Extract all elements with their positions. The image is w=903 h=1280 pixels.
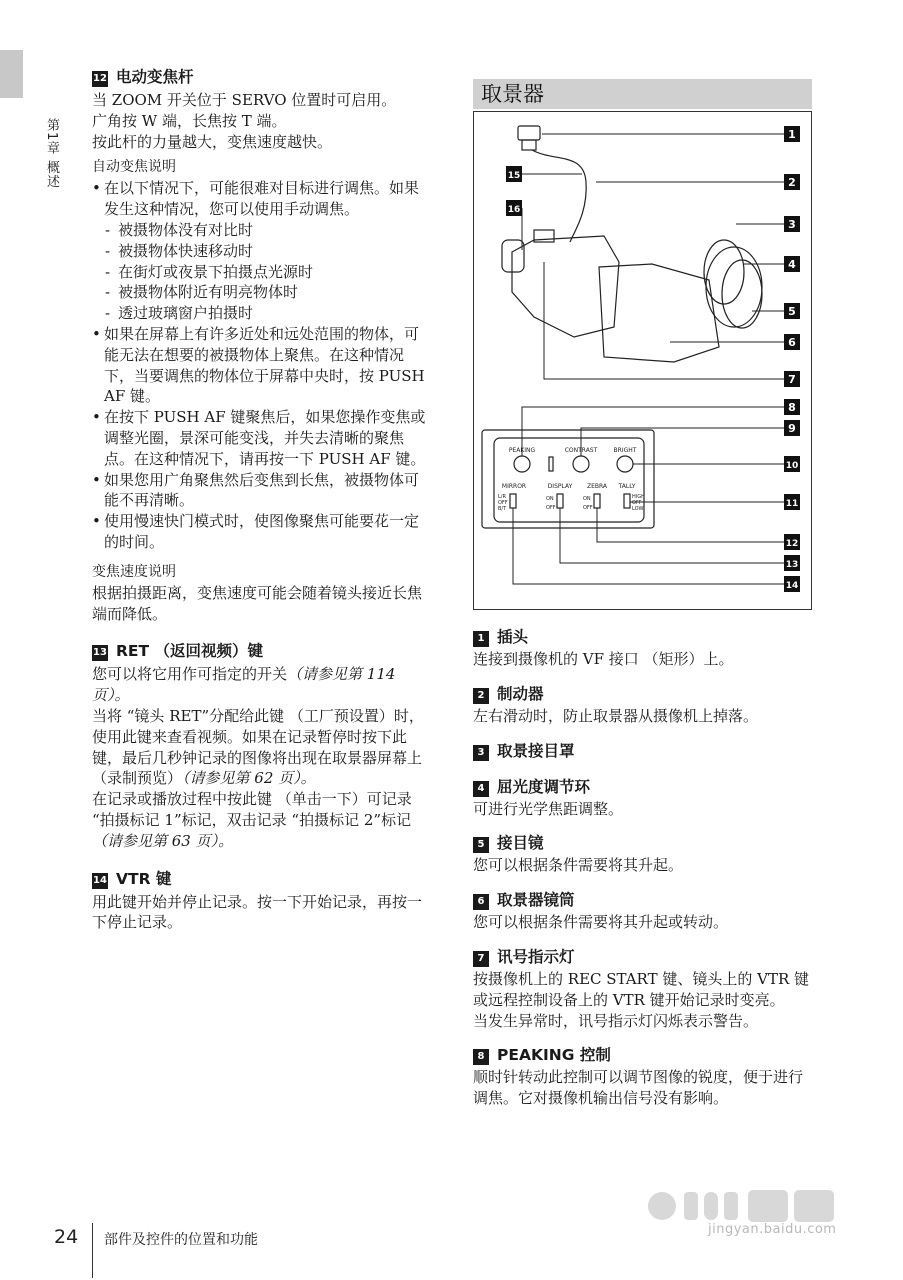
- watermark-url: jingyan.baidu.com: [708, 1222, 837, 1237]
- item-text: 顺时针转动此控制可以调节图像的锐度，便于进行调焦。它对摄像机输出信号没有影响。: [473, 1068, 804, 1108]
- left-column: [92, 64, 432, 933]
- list-item: • 在按下 PUSH AF 键聚焦后，如果您操作变焦或调整光圈，景深可能变浅，并失去清晰的聚焦点。在这种情况下，请再按一下 PUSH AF 键。: [92, 407, 432, 469]
- item-heading: 4 屈光度调节环: [473, 775, 813, 799]
- callout-3: 3: [788, 218, 796, 231]
- callout-13: 13: [785, 560, 799, 570]
- viewfinder-title: 取景器: [473, 79, 812, 109]
- item-heading: 2 制动器: [473, 682, 813, 706]
- item-heading: 7 讯号指示灯: [473, 945, 813, 969]
- item-text: 您可以根据条件需要将其升起或转动。: [473, 913, 729, 932]
- panel-zebra-label: ZEBRA: [586, 483, 608, 490]
- callout-12: 12: [785, 539, 799, 549]
- panel-on-label: ON: [546, 496, 554, 502]
- callout-7: 7: [788, 373, 796, 386]
- section-14-heading: 14 VTR 键: [93, 869, 172, 888]
- section-number: 14: [92, 873, 108, 889]
- panel-on-label: ON: [583, 496, 591, 502]
- footer-divider: [92, 1223, 93, 1278]
- cross-reference[interactable]: （请参见第 114 页）。: [92, 665, 396, 705]
- section-13-heading: 13 RET （返回视频）键: [93, 642, 263, 661]
- contrast-knob: [573, 456, 589, 472]
- leader-8: [522, 407, 784, 456]
- list-item: - 在街灯或夜景下拍摄点光源时: [104, 262, 432, 283]
- eyecup-shape: [706, 247, 762, 327]
- body-line: 当 ZOOM 开关位于 SERVO 位置时可启用。: [92, 91, 397, 109]
- cross-reference[interactable]: （请参见第 63 页）。: [92, 831, 234, 850]
- list-item: [473, 888, 813, 933]
- panel-contrast-label: CONTRAST: [564, 447, 598, 454]
- list-item: [473, 1043, 813, 1109]
- item-text: 左右滑动时，防止取景器从摄像机上掉落。: [473, 706, 759, 725]
- item-text: 可进行光学焦距调整。: [473, 799, 624, 818]
- callout-9: 9: [788, 422, 796, 435]
- display-switch: [557, 494, 563, 508]
- bright-knob: [617, 456, 633, 472]
- callout-10: 10: [785, 461, 799, 471]
- panel-lr-label: L/R: [498, 494, 506, 500]
- body-text: 您可以将它用作可指定的开关（请参见第 114 页）。: [92, 665, 396, 705]
- item-text: 当发生异常时，讯号指示灯闪烁表示警告。: [473, 1011, 759, 1030]
- item-heading: 1 插头: [473, 625, 813, 649]
- list-item: • 如果在屏幕上有许多近处和远处范围的物体，可能无法在想要的被摄物体上聚焦。在这种情况下，当要调焦的物体位于屏幕中央时，按 PUSH AF 键。: [92, 324, 432, 407]
- plug-neck: [522, 140, 536, 150]
- callout-5: 5: [788, 305, 796, 318]
- callout-6: 6: [788, 336, 796, 349]
- panel-tally-label: TALLY: [618, 483, 636, 490]
- af-notes-list: [92, 178, 432, 552]
- list-item: [473, 682, 813, 727]
- item-text: 您可以根据条件需要将其升起。: [473, 856, 684, 875]
- section-number: 13: [92, 645, 108, 661]
- mirror-switch: [510, 494, 516, 508]
- panel-off-label: OFF: [632, 500, 642, 506]
- list-item: [473, 625, 813, 670]
- callout-16: 16: [507, 205, 521, 215]
- item-heading: 6 取景器镜筒: [473, 888, 813, 912]
- list-item: • 如果您用广角聚焦然后变焦到长焦，被摄物体可能不再清晰。: [92, 470, 432, 512]
- panel-peaking-label: PEAKING: [508, 447, 536, 454]
- panel-bright-label: BRIGHT: [613, 447, 637, 454]
- list-item: - 被摄物体附近有明亮物体时: [104, 282, 432, 303]
- callout-14: 14: [785, 581, 799, 591]
- section-12-heading: 12 电动变焦杆: [93, 68, 194, 86]
- callout-8: 8: [788, 401, 796, 414]
- list-item: [473, 945, 813, 1031]
- list-item: - 被摄物体快速移动时: [104, 241, 432, 262]
- cross-reference[interactable]: （请参见第 62 页）。: [182, 769, 316, 788]
- callout-2: 2: [788, 176, 796, 189]
- chapter-label: 第1章 概述: [44, 118, 59, 189]
- callout-15: 15: [507, 171, 521, 181]
- item-heading: 3 取景接目罩: [473, 739, 813, 763]
- viewfinder-body: [512, 236, 619, 337]
- callout-4: 4: [788, 258, 796, 271]
- list-item: [473, 831, 813, 876]
- item-heading: 5 接目镜: [473, 831, 813, 855]
- plug-shape: [518, 126, 540, 140]
- list-item: • 在以下情况下，可能很难对目标进行调焦。如果发生这种情况，您可以使用手动调焦。 - 被摄物体没有对比时 - 被摄物体快速移动时 - 在街灯或夜景下拍摄点光源时 - 被摄物体附近有明亮物体时 - 透过玻璃窗户拍摄时: [92, 178, 432, 324]
- cable-line: [532, 150, 586, 242]
- body-line: 按此杆的力量越大，变焦速度越快。: [92, 132, 333, 151]
- body-text: 当将 “镜头 RET”分配给此键 （工厂预设置）时，使用此键来查看视频。如果在记录暂停时按下此键，最后几秒钟记录的图像将出现在取景器屏幕上 （录制预览）（请参见第 62 页）。: [92, 706, 424, 788]
- leader-9: [581, 428, 784, 456]
- section-number: 12: [92, 71, 108, 87]
- list-item: - 透过玻璃窗户拍摄时: [104, 303, 432, 324]
- panel-bt-label: B/T: [498, 506, 507, 512]
- zoom-speed-heading: 变焦速度说明: [92, 563, 176, 580]
- af-notes-heading: 自动变焦说明: [92, 159, 176, 176]
- callout-1: 1: [788, 128, 796, 141]
- list-item: [473, 739, 813, 763]
- leader-13: [560, 508, 784, 563]
- control-panel: [482, 430, 654, 528]
- panel-off-label: OFF: [583, 505, 593, 511]
- page-number: 24: [54, 1226, 79, 1248]
- body-text: 在记录或播放过程中按此键 （单击一下）可记录 “拍摄标记 1”标记，双击记录 “拍摄标记 2”标记（请参见第 63 页）。: [92, 790, 412, 850]
- conditions-list: [104, 220, 432, 324]
- peaking-knob: [514, 456, 530, 472]
- list-item: - 被摄物体没有对比时: [104, 220, 432, 241]
- footer-title: 部件及控件的位置和功能: [104, 1232, 258, 1248]
- callout-11: 11: [785, 499, 799, 509]
- body-line: 广角按 W 端，长焦按 T 端。: [92, 111, 287, 130]
- item-heading: 8 PEAKING 控制: [473, 1043, 813, 1067]
- item-text: 连接到摄像机的 VF 接口 （矩形）上。: [473, 650, 734, 668]
- item-text: 按摄像机上的 REC START 键、镜头上的 VTR 键或远程控制设备上的 VTR 键开始记录时变亮。: [473, 969, 810, 1009]
- panel-low-label: LOW: [632, 506, 644, 512]
- panel-display-label: DISPLAY: [547, 483, 573, 490]
- list-item: [473, 775, 813, 820]
- leader-12: [597, 508, 784, 542]
- viewfinder-illustration: [474, 112, 813, 611]
- barrel-shape: [599, 264, 719, 362]
- panel-off-label: OFF: [498, 500, 508, 506]
- chapter-tab: [0, 50, 23, 98]
- panel-off-label: OFF: [546, 505, 556, 511]
- viewfinder-diagram: [473, 111, 812, 610]
- body-text: 根据拍摄距离，变焦速度可能会随着镜头接近长焦端而降低。: [92, 583, 423, 623]
- parts-list: [473, 625, 813, 1121]
- body-text: 用此键开始并停止记录。按一下开始记录，再按一下停止记录。: [92, 892, 423, 932]
- zebra-switch: [594, 494, 600, 508]
- panel-high-label: HIGH: [632, 494, 645, 500]
- tally-switch: [624, 494, 630, 508]
- latch-shape: [502, 240, 524, 272]
- list-item: • 使用慢速快门模式时，使图像聚焦可能要花一定的时间。: [92, 511, 432, 553]
- leader-14: [513, 508, 784, 584]
- panel-mirror-label: MIRROR: [501, 483, 527, 490]
